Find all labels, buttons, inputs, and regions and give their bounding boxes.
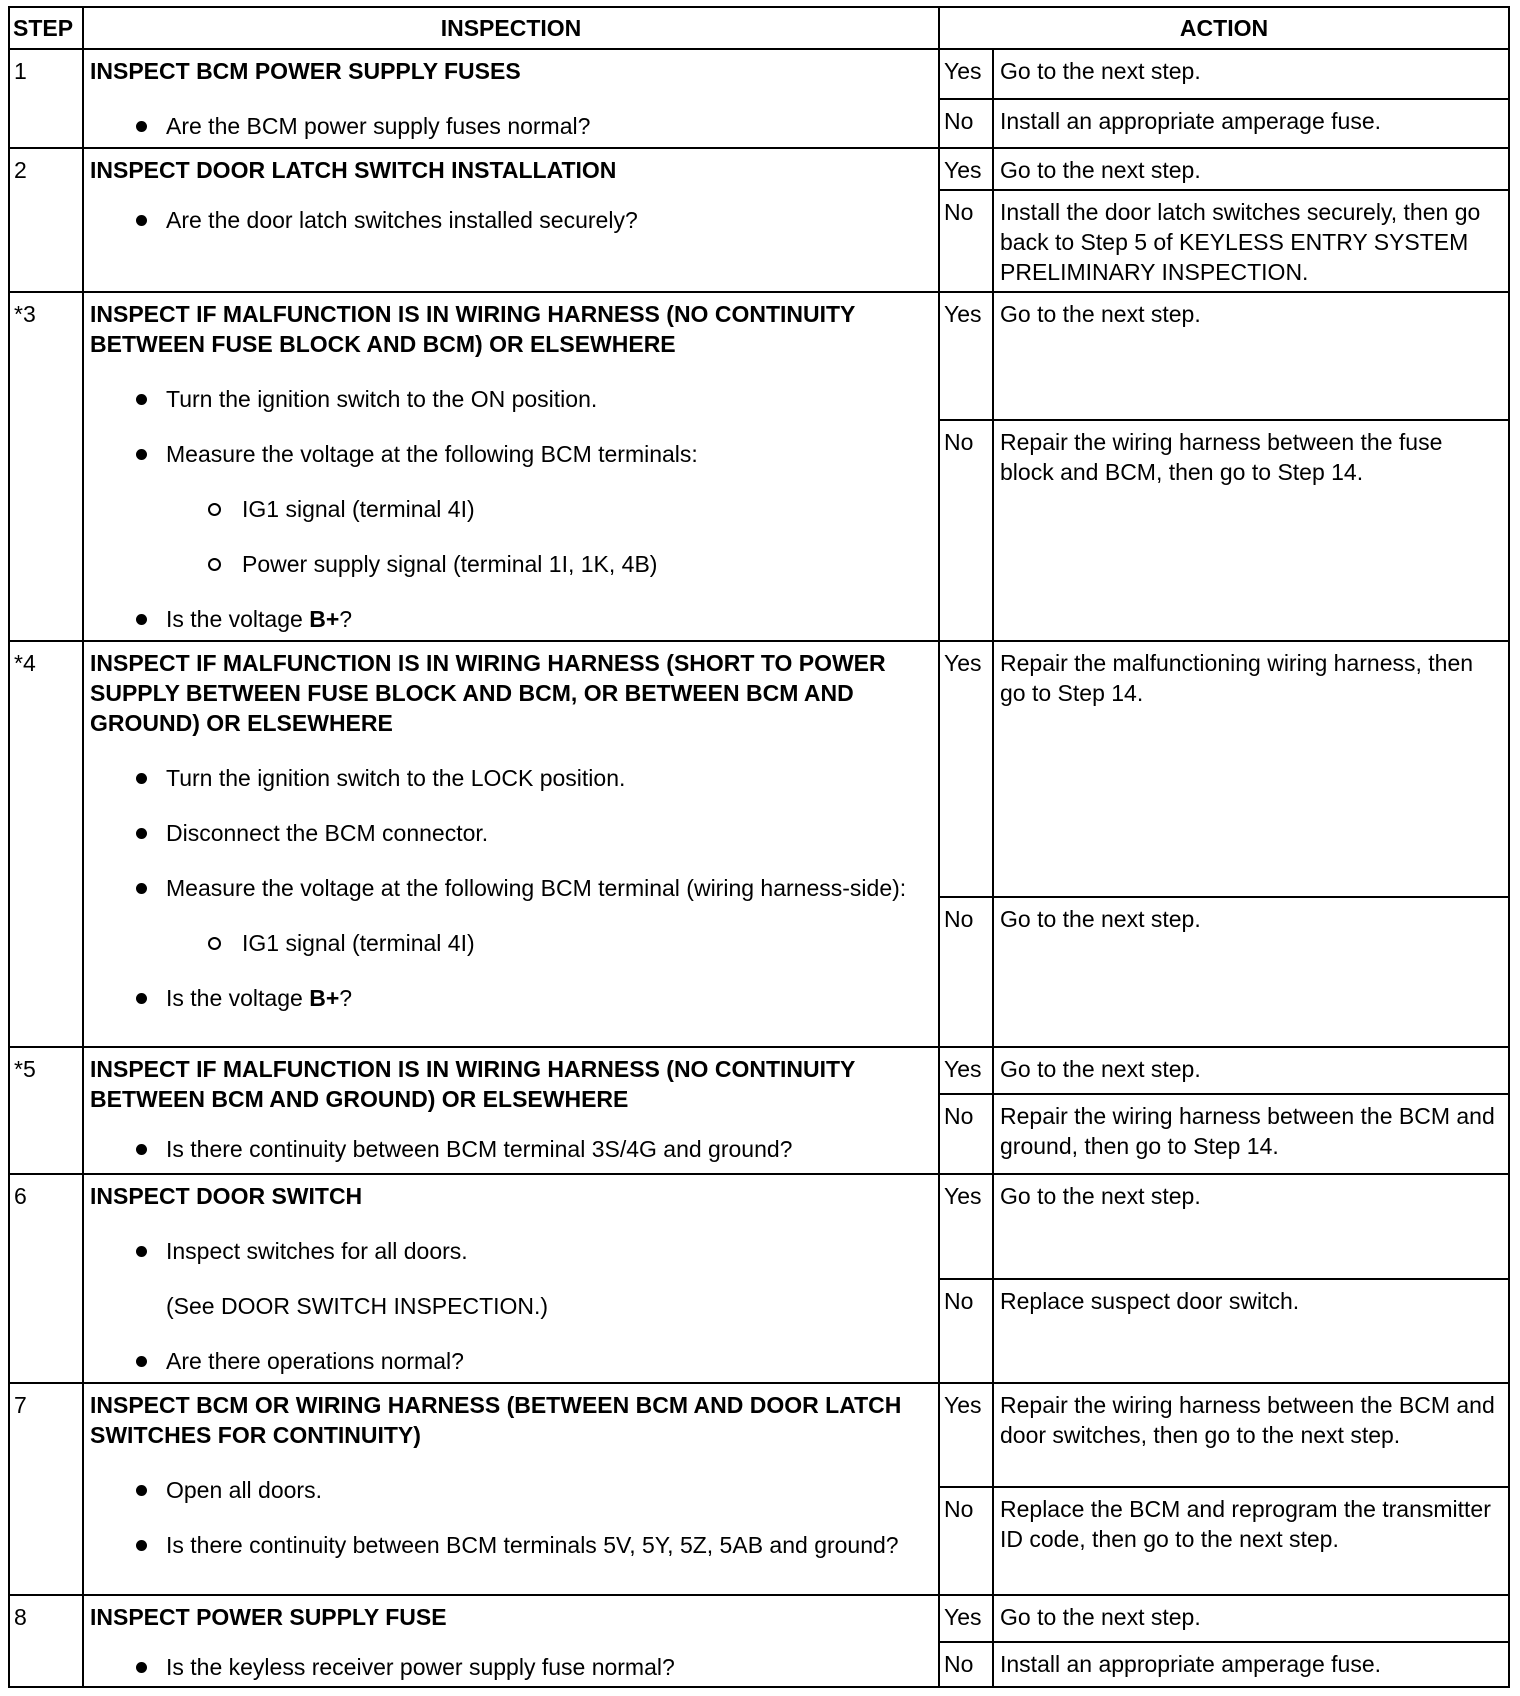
bullet-item: Are the BCM power supply fuses normal? bbox=[90, 111, 930, 141]
no-label: No bbox=[939, 1487, 993, 1595]
bullet-item: Is there continuity between BCM terminal 3S/4G and ground? bbox=[90, 1134, 930, 1164]
bullet-item: Is there continuity between BCM terminals 5V, 5Y, 5Z, 5AB and ground? bbox=[90, 1530, 930, 1560]
inspection-cell bbox=[83, 148, 939, 292]
no-action: Go to the next step. bbox=[993, 897, 1509, 1047]
table-row bbox=[9, 1047, 1509, 1094]
step-number: 1 bbox=[9, 49, 83, 148]
step-number: 6 bbox=[9, 1174, 83, 1383]
yes-label: Yes bbox=[939, 641, 993, 897]
step-number: 2 bbox=[9, 148, 83, 292]
bullet-item: Inspect switches for all doors. bbox=[90, 1236, 930, 1266]
step-title: INSPECT DOOR SWITCH bbox=[90, 1183, 363, 1209]
table-row bbox=[9, 1174, 1509, 1279]
no-action: Replace the BCM and reprogram the transmitter ID code, then go to the next step. bbox=[993, 1487, 1509, 1595]
yes-action: Go to the next step. bbox=[993, 292, 1509, 420]
header-inspection: INSPECTION bbox=[83, 7, 939, 49]
step-number: *3 bbox=[9, 292, 83, 641]
reference-note: (See DOOR SWITCH INSPECTION.) bbox=[166, 1293, 549, 1319]
yes-label: Yes bbox=[939, 148, 993, 190]
yes-label: Yes bbox=[939, 49, 993, 99]
bullet-item: Is the keyless receiver power supply fuse normal? bbox=[90, 1652, 930, 1682]
bullet-item: Are the door latch switches installed securely? bbox=[90, 205, 930, 235]
step-title: INSPECT DOOR LATCH SWITCH INSTALLATION bbox=[90, 157, 617, 183]
bullet-item: Disconnect the BCM connector. bbox=[90, 818, 930, 848]
step-title: INSPECT BCM OR WIRING HARNESS (BETWEEN BCM AND DOOR LATCH SWITCHES FOR CONTINUITY) bbox=[90, 1392, 902, 1448]
no-action: Install an appropriate amperage fuse. bbox=[993, 99, 1509, 149]
inspection-cell bbox=[83, 1174, 939, 1383]
no-label: No bbox=[939, 897, 993, 1047]
no-label: No bbox=[939, 99, 993, 149]
table-row bbox=[9, 292, 1509, 420]
inspection-cell bbox=[83, 292, 939, 641]
table-row bbox=[9, 641, 1509, 897]
sub-bullet-item: IG1 signal (terminal 4I) bbox=[90, 494, 930, 524]
yes-label: Yes bbox=[939, 1047, 993, 1094]
bullet-item: Measure the voltage at the following BCM terminals: bbox=[90, 439, 930, 469]
table-row bbox=[9, 148, 1509, 190]
inspection-cell bbox=[83, 1047, 939, 1174]
yes-action: Go to the next step. bbox=[993, 1595, 1509, 1642]
no-action: Install an appropriate amperage fuse. bbox=[993, 1642, 1509, 1687]
yes-action: Go to the next step. bbox=[993, 49, 1509, 99]
no-label: No bbox=[939, 1094, 993, 1174]
bullet-item: Are there operations normal? bbox=[90, 1346, 930, 1376]
step-title: INSPECT IF MALFUNCTION IS IN WIRING HARNESS (NO CONTINUITY BETWEEN FUSE BLOCK AND BCM) OR ELSEWHERE bbox=[90, 301, 855, 357]
header-action: ACTION bbox=[939, 7, 1509, 49]
inspection-cell bbox=[83, 1595, 939, 1687]
no-label: No bbox=[939, 1642, 993, 1687]
table-row bbox=[9, 1595, 1509, 1642]
bullet-item: Measure the voltage at the following BCM terminal (wiring harness-side): bbox=[90, 873, 930, 903]
no-label: No bbox=[939, 1279, 993, 1384]
inspection-cell bbox=[83, 641, 939, 1047]
step-title: INSPECT POWER SUPPLY FUSE bbox=[90, 1604, 447, 1630]
inspection-table bbox=[8, 6, 1510, 1688]
step-number: *5 bbox=[9, 1047, 83, 1174]
no-action: Repair the wiring harness between the BCM and ground, then go to Step 14. bbox=[993, 1094, 1509, 1174]
yes-label: Yes bbox=[939, 292, 993, 420]
yes-label: Yes bbox=[939, 1174, 993, 1279]
bullet-item: Turn the ignition switch to the LOCK position. bbox=[90, 763, 930, 793]
yes-action: Go to the next step. bbox=[993, 148, 1509, 190]
step-title: INSPECT IF MALFUNCTION IS IN WIRING HARNESS (SHORT TO POWER SUPPLY BETWEEN FUSE BLOCK AND BCM, OR BETWEEN BCM AND GROUND) OR ELSEWHERE bbox=[90, 650, 886, 736]
table-row bbox=[9, 1383, 1509, 1487]
yes-action: Repair the wiring harness between the BCM and door switches, then go to the next step. bbox=[993, 1383, 1509, 1487]
inspection-cell bbox=[83, 49, 939, 148]
step-number: *4 bbox=[9, 641, 83, 1047]
step-title: INSPECT IF MALFUNCTION IS IN WIRING HARNESS (NO CONTINUITY BETWEEN BCM AND GROUND) OR ELSEWHERE bbox=[90, 1056, 855, 1112]
bullet-item: Open all doors. bbox=[90, 1475, 930, 1505]
yes-label: Yes bbox=[939, 1595, 993, 1642]
header-row bbox=[9, 7, 1509, 49]
bullet-item: Is the voltage B+? bbox=[90, 604, 930, 634]
no-action: Install the door latch switches securely, then go back to Step 5 of KEYLESS ENTRY SYSTEM PRELIMINARY INSPECTION. bbox=[993, 190, 1509, 292]
header-step: STEP bbox=[9, 7, 83, 49]
yes-action: Go to the next step. bbox=[993, 1047, 1509, 1094]
table-row bbox=[9, 49, 1509, 99]
bullet-item: Turn the ignition switch to the ON position. bbox=[90, 384, 930, 414]
bullet-item: Is the voltage B+? bbox=[90, 983, 930, 1013]
step-number: 8 bbox=[9, 1595, 83, 1687]
yes-action: Go to the next step. bbox=[993, 1174, 1509, 1279]
no-action: Replace suspect door switch. bbox=[993, 1279, 1509, 1384]
no-label: No bbox=[939, 420, 993, 641]
step-title: INSPECT BCM POWER SUPPLY FUSES bbox=[90, 58, 521, 84]
yes-action: Repair the malfunctioning wiring harness, then go to Step 14. bbox=[993, 641, 1509, 897]
inspection-cell bbox=[83, 1383, 939, 1595]
no-action: Repair the wiring harness between the fuse block and BCM, then go to Step 14. bbox=[993, 420, 1509, 641]
sub-bullet-item: IG1 signal (terminal 4I) bbox=[90, 928, 930, 958]
sub-bullet-item: Power supply signal (terminal 1I, 1K, 4B) bbox=[90, 549, 930, 579]
no-label: No bbox=[939, 190, 993, 292]
step-number: 7 bbox=[9, 1383, 83, 1595]
yes-label: Yes bbox=[939, 1383, 993, 1487]
